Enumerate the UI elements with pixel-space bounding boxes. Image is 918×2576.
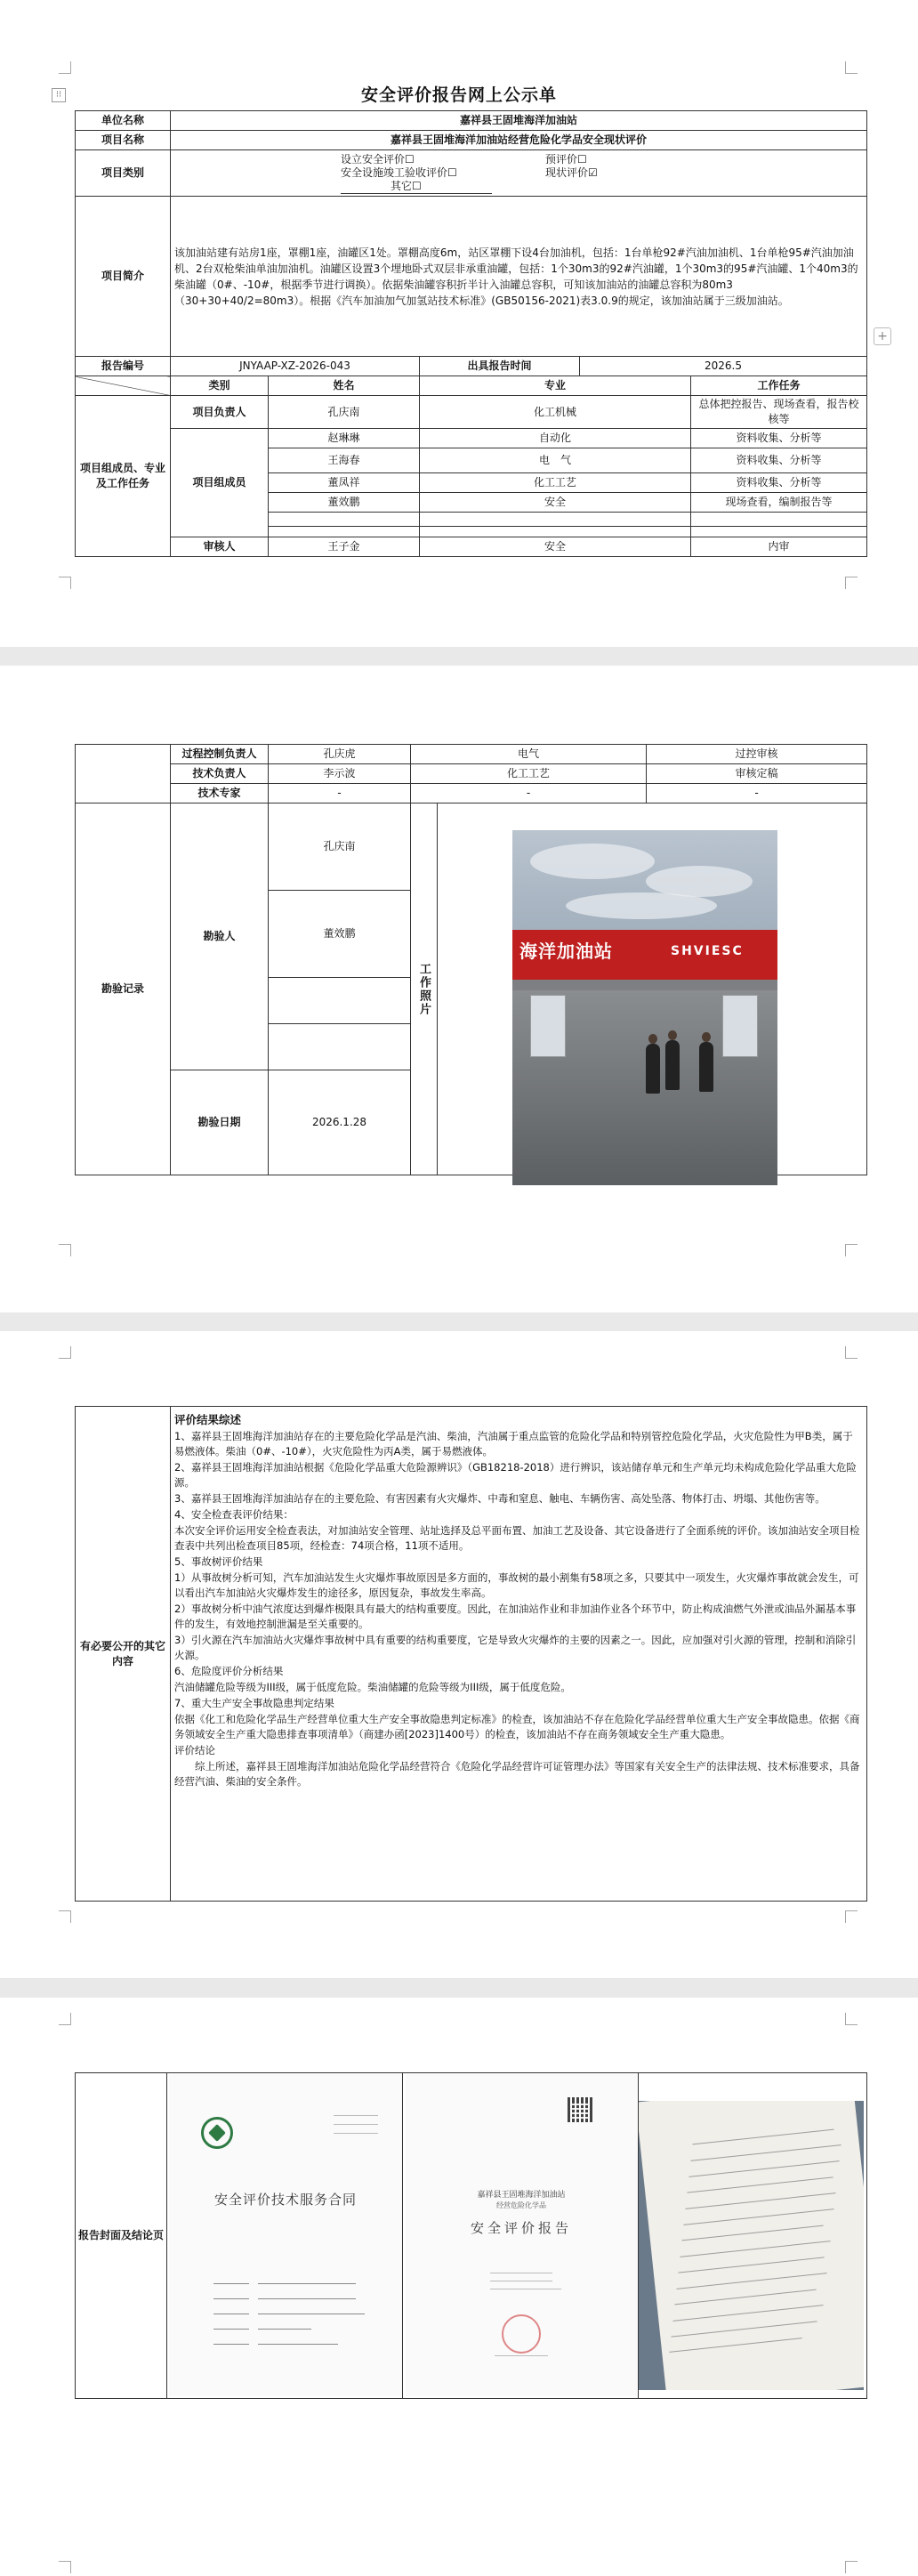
inspector-label: 勘验人	[171, 803, 269, 1070]
role-major: 化工工艺	[411, 764, 647, 784]
team-row-name: 赵琳琳	[269, 429, 420, 448]
project-summary: 该加油站建有站房1座，罩棚1座，油罐区1处。罩棚高度6m，站区罩棚下设4台加油机，包括：1台单枪92#汽油加油机、1台单枪95#汽油加油机、2台双枪柴油单油加油机。油罐区设置3个埋地卧式双层非承重油罐，包括：1个30m3的92#汽油罐，1个30m3的95#汽油罐、1个40m3的柴油罐（0#、-10#，根据季节进行调换）。依据柴油罐容积折半计入油罐总容积，可知该加油站的油罐总容积为80m3（30+30+40/2=80m3）。根据《汽车加油加气加氢站技术标准》(GB50156-2021)表3.0.9的规定，该加油站属于三级加油站。	[171, 197, 867, 357]
role-label: 技术专家	[171, 784, 269, 803]
photo-cloud	[566, 892, 717, 919]
team-header-category: 类别	[171, 376, 269, 396]
station-sign: 海洋加油站	[519, 940, 613, 962]
photo-label-cell	[411, 803, 438, 1175]
report-page	[639, 2101, 864, 2390]
reviewer-task: 内审	[691, 537, 867, 557]
members-label: 项目组成员	[171, 429, 269, 537]
team-row-major: 化工工艺	[420, 473, 691, 493]
result-paragraph: 5、事故树评价结果	[174, 1555, 263, 1568]
empty-cell	[269, 527, 420, 537]
report-no: JNYAAP-XZ-2026-043	[171, 357, 420, 376]
team-row-name: 董效鹏	[269, 493, 420, 513]
diagonal-cell	[76, 376, 171, 396]
team-row-task: 资料收集、分析等	[691, 429, 867, 448]
crop-mark	[845, 2561, 858, 2573]
result-paragraph: 3）引火源在汽车加油站火灾爆炸事故树中具有重要的结构重要度，它是导致火灾爆炸的主要的因素之一。因此，应加强对引火源的管理，控制和消除引火源。	[174, 1634, 857, 1661]
crop-mark	[59, 577, 71, 589]
crop-mark	[845, 2013, 858, 2025]
fuel-pump	[722, 995, 758, 1057]
inspection-date: 2026.1.28	[269, 1070, 411, 1175]
inspection-label: 勘验记录	[76, 803, 171, 1175]
team-row-major: 电 气	[420, 448, 691, 473]
qr-code-icon	[568, 2097, 592, 2122]
crop-mark	[59, 1346, 71, 1359]
leader-label: 项目负责人	[171, 396, 269, 429]
result-paragraph: 6、危险度评价分析结果	[174, 1665, 284, 1677]
crop-mark	[59, 2561, 71, 2573]
crop-mark	[845, 1244, 858, 1256]
report-time-label: 出具报告时间	[420, 357, 580, 376]
date-label: 勘验日期	[171, 1070, 269, 1175]
photo-label: 工作照片	[417, 962, 431, 1016]
result-paragraph: 汽油储罐危险等级为III级，属于低度危险。柴油储罐的危险等级为III级，属于低度危险。	[174, 1681, 571, 1693]
person	[646, 1044, 660, 1094]
team-row-major: 化工机械	[420, 396, 691, 429]
public-label: 有必要公开的其它内容	[76, 1407, 171, 1902]
result-paragraph: 评价结论	[174, 1744, 215, 1756]
role-task: 审核定稿	[647, 764, 867, 784]
contract-title: 安全评价技术服务合同	[213, 2192, 357, 2208]
results-heading: 评价结果综述	[174, 1413, 242, 1426]
contract-cover-scan	[169, 2074, 402, 2396]
add-column-icon[interactable]: +	[874, 327, 891, 345]
team-row-task	[691, 513, 867, 527]
result-paragraph: 1、嘉祥县王固堆海洋加油站存在的主要危险化学品是汽油、柴油，汽油属于重点监管的危险化学品和特别管控危险化学品，火灾危险性为甲B类，属于易燃液体。柴油（0#、-10#），火灾危险性为丙A类，属于易燃液体。	[174, 1430, 853, 1458]
result-paragraph: 4、安全检查表评价结果：	[174, 1508, 294, 1521]
team-row-name: 董凤祥	[269, 473, 420, 493]
role-label: 过程控制负责人	[171, 745, 269, 764]
report-title: 安全评价报告	[470, 2220, 572, 2236]
crop-mark	[845, 1910, 858, 1923]
report-conclusion-photo	[639, 2101, 864, 2390]
evaluation-results	[171, 1407, 867, 1902]
team-section-label: 项目组成员、专业及工作任务	[76, 396, 171, 557]
report-sub: 经营危险化学品	[496, 2201, 546, 2209]
crop-mark	[59, 1244, 71, 1256]
project-name-label: 项目名称	[76, 131, 171, 150]
unit-name: 嘉祥县王固堆海洋加油站	[171, 111, 867, 131]
unit-name-label: 单位名称	[76, 111, 171, 131]
cover-label: 报告封面及结论页	[76, 2073, 167, 2399]
role-major: -	[411, 784, 647, 803]
document-title: 安全评价报告网上公示单	[360, 85, 557, 105]
team-row-task: 现场查看，编制报告等	[691, 493, 867, 513]
result-paragraph: 2）事故树分析中油气浓度达到爆炸极限具有最大的结构重要度。因此，在加油站作业和非加油作业各个环节中，防止构成油燃气外泄或油品外漏基本事件的发生，有效地控制泄漏是至关重要的。	[174, 1603, 857, 1630]
role-task: -	[647, 784, 867, 803]
type-status-checkbox[interactable]: 现状评价☑	[545, 166, 598, 179]
role-name: -	[269, 784, 411, 803]
empty-cell	[269, 978, 411, 1024]
team-row-name: 王海春	[269, 448, 420, 473]
emblem-icon	[201, 2117, 233, 2149]
team-row-name	[269, 513, 420, 527]
inspector-name: 孔庆南	[269, 803, 411, 891]
crop-mark	[845, 1346, 858, 1359]
report-cover-scan	[406, 2074, 637, 2396]
info-table	[75, 110, 867, 557]
photo-cloud	[530, 844, 655, 879]
result-paragraph: 3、嘉祥县王固堆海洋加油站存在的主要危险、有害因素有火灾爆炸、中毒和窒息、触电、车辆伤害、高处坠落、物体打击、坍塌、其他伤害等。	[174, 1492, 825, 1505]
person	[665, 1040, 680, 1090]
report-time: 2026.5	[580, 357, 867, 376]
empty-cell	[269, 1024, 411, 1070]
role-label: 技术负责人	[171, 764, 269, 784]
project-type-label: 项目类别	[76, 150, 171, 197]
reviewer-name: 王子金	[269, 537, 420, 557]
person	[699, 1042, 713, 1092]
team-row-task: 资料收集、分析等	[691, 448, 867, 473]
crop-mark	[59, 2013, 71, 2025]
result-paragraph: 1）从事故树分析可知，汽车加油站发生火灾爆炸事故原因是多方面的，事故树的最小割集有58项之多，只要其中一项发生，火灾爆炸事故就会发生，可以看出汽车加油站火灾爆炸发生的途径多，原因复杂，事故发生率高。	[174, 1571, 859, 1599]
role-task: 过控审核	[647, 745, 867, 764]
conclusion-paragraph: 综上所述，嘉祥县王固堆海洋加油站危险化学品经营符合《危险化学品经营许可证管理办法》等国家有关安全生产的法律法规、技术标准要求，具备经营汽油、柴油的安全条件。	[174, 1760, 860, 1788]
team-row-task: 总体把控报告、现场查看，报告校核等	[691, 396, 867, 429]
empty-cell	[691, 527, 867, 537]
result-paragraph: 2、嘉祥县王固堆海洋加油站根据《危险化学品重大危险源辨识》（GB18218-2018）进行辨识，该站储存单元和生产单元均未构成危险化学品重大危险源。	[174, 1461, 857, 1489]
team-row-major	[420, 513, 691, 527]
reviewer-major: 安全	[420, 537, 691, 557]
crop-mark	[845, 577, 858, 589]
summary-label: 项目简介	[76, 197, 171, 357]
type-acceptance-checkbox[interactable]: 安全设施竣工验收评价☐	[341, 166, 457, 179]
team-row-major: 自动化	[420, 429, 691, 448]
project-type-options	[171, 150, 867, 197]
team-header-major: 专业	[420, 376, 691, 396]
team-row-major: 安全	[420, 493, 691, 513]
crop-mark	[845, 61, 858, 74]
role-major: 电气	[411, 745, 647, 764]
role-name: 李示波	[269, 764, 411, 784]
public-table	[75, 1406, 867, 1902]
project-name: 嘉祥县王固堆海洋加油站经营危险化学品安全现状评价	[171, 131, 867, 150]
station-sign-en: SHVIESC	[671, 943, 744, 958]
type-establish-checkbox[interactable]: 设立安全评价☐	[341, 152, 415, 166]
team-row-name: 孔庆南	[269, 396, 420, 429]
result-paragraph: 依据《化工和危险化学品生产经营单位重大生产安全事故隐患判定标准》的检查，该加油站不存在危险化学品经营单位重大生产安全事故隐患。依据《商务领域安全生产重大隐患排查事项清单》（商建办函[2023]1400号）的检查，该加油站不存在商务领域安全生产重大隐患。	[174, 1713, 860, 1740]
result-paragraph: 7、重大生产安全事故隐患判定结果	[174, 1697, 334, 1709]
type-other-checkbox[interactable]: 其它☐	[341, 180, 492, 194]
document-page-1	[0, 0, 918, 647]
table-move-handle-icon[interactable]: ⁝⁝	[52, 88, 66, 102]
type-pre-checkbox[interactable]: 预评价☐	[545, 152, 587, 166]
crop-mark	[59, 61, 71, 74]
team-header-task: 工作任务	[691, 376, 867, 396]
inspector-name: 董效鹏	[269, 891, 411, 978]
report-no-label: 报告编号	[76, 357, 171, 376]
team-header-name: 姓名	[269, 376, 420, 396]
crop-mark	[59, 1910, 71, 1923]
canopy-underside	[512, 980, 777, 990]
fuel-pump	[530, 995, 566, 1057]
team-row-task: 资料收集、分析等	[691, 473, 867, 493]
report-unit: 嘉祥县王固堆海洋加油站	[477, 2191, 566, 2200]
empty-cell	[76, 745, 171, 803]
seal-stamp	[502, 2314, 541, 2354]
result-paragraph: 本次安全评价运用安全检查表法，对加油站安全管理、站址选择及总平面布置、加油工艺及设备、其它设备进行了全面系统的评价。该加油站安全项目检查表中共列出检查项目85项，经检查：74项合格，11项不适用。	[174, 1524, 860, 1552]
reviewer-label: 审核人	[171, 537, 269, 557]
role-name: 孔庆虎	[269, 745, 411, 764]
work-photo	[512, 830, 777, 1185]
empty-cell	[420, 527, 691, 537]
